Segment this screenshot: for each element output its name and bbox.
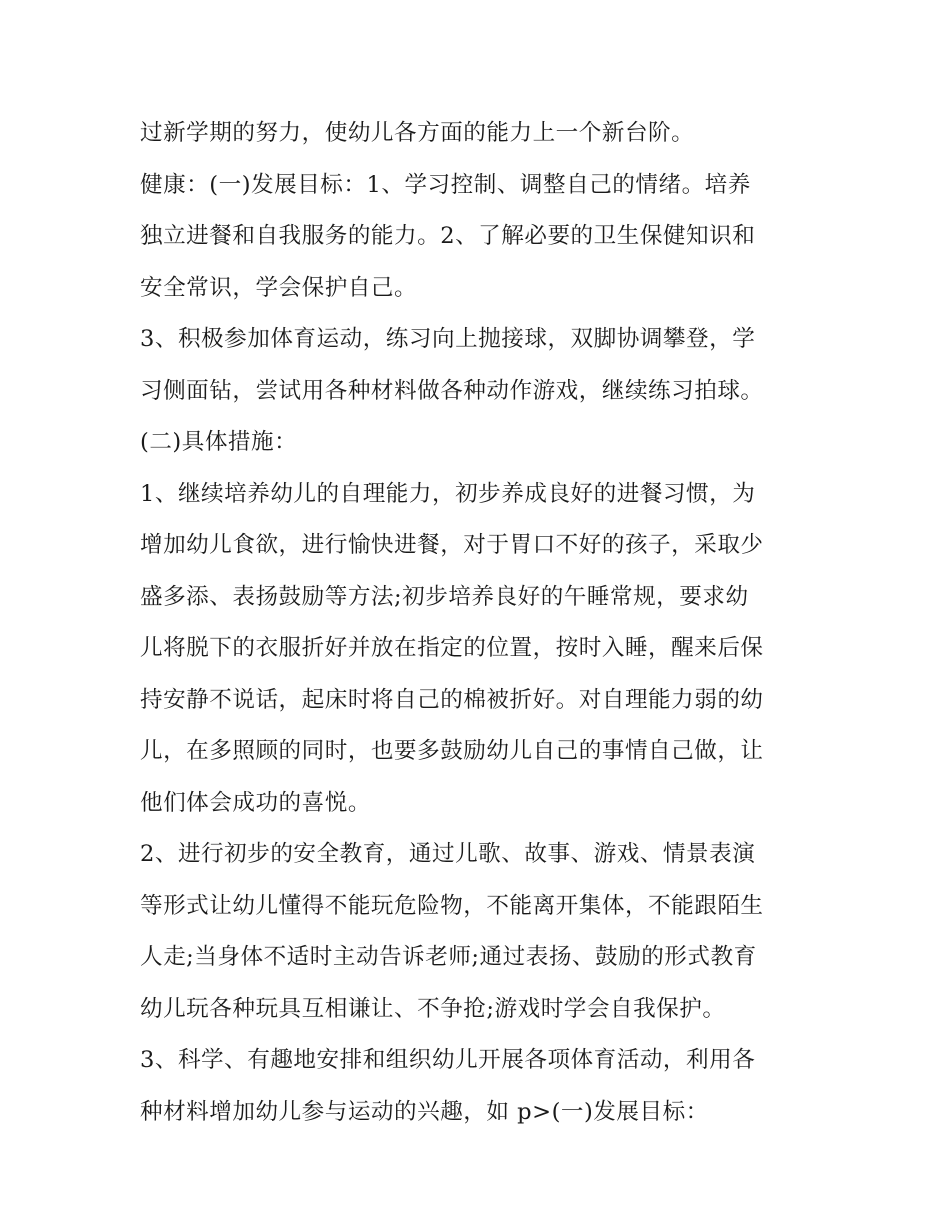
document-body xyxy=(140,108,820,1138)
text-line: 持安静不说话，起床时将自己的棉被折好。对自理能力弱的幼 xyxy=(140,686,764,713)
text-line: 增加幼儿食欲，进行愉快进餐，对于胃口不好的孩子，采取少 xyxy=(140,532,764,558)
text-line: 幼儿玩各种玩具互相谦让、不争抢;游戏时学会自我保护。 xyxy=(140,995,726,1022)
text-line: 盛多添、表扬鼓励等方法;初步培养良好的午睡常规，要求幼 xyxy=(140,583,749,610)
text-line: 他们体会成功的喜悦。 xyxy=(140,789,371,816)
text-line: 儿将脱下的衣服折好并放在指定的位置，按时入睡，醒来后保 xyxy=(140,635,764,661)
text-line: 儿，在多照顾的同时，也要多鼓励幼儿自己的事情自己做，让 xyxy=(140,738,764,764)
text-line: 过新学期的努力，使幼儿各方面的能力上一个新台阶。 xyxy=(140,120,695,146)
text-line: 等形式让幼儿懂得不能玩危险物，不能离开集体，不能跟陌生 xyxy=(140,892,764,919)
text-line: 独立进餐和自我服务的能力。2、了解必要的卫生保健知识和 xyxy=(140,223,756,249)
text-line: 习侧面钻，尝试用各种材料做各种动作游戏，继续练习拍球。 xyxy=(140,377,764,404)
text-line: 1、继续培养幼儿的自理能力，初步养成良好的进餐习惯，为 xyxy=(140,480,756,507)
text-line: (二)具体措施： xyxy=(140,429,298,455)
text-line: 3、积极参加体育运动，练习向上抛接球，双脚协调攀登，学 xyxy=(140,326,756,352)
text-line: 3、科学、有趣地安排和组织幼儿开展各项体育活动，利用各 xyxy=(140,1047,756,1073)
text-line: 种材料增加幼儿参与运动的兴趣，如 p>(一)发展目标： xyxy=(140,1098,709,1125)
text-line: 健康：(一)发展目标：1、学习控制、调整自己的情绪。培养 xyxy=(140,171,751,198)
text-line: 人走;当身体不适时主动告诉老师;通过表扬、鼓励的形式教育 xyxy=(140,944,757,970)
text-line: 2、进行初步的安全教育，通过儿歌、故事、游戏、情景表演 xyxy=(140,841,756,867)
text-line: 安全常识，学会保护自己。 xyxy=(140,274,418,301)
